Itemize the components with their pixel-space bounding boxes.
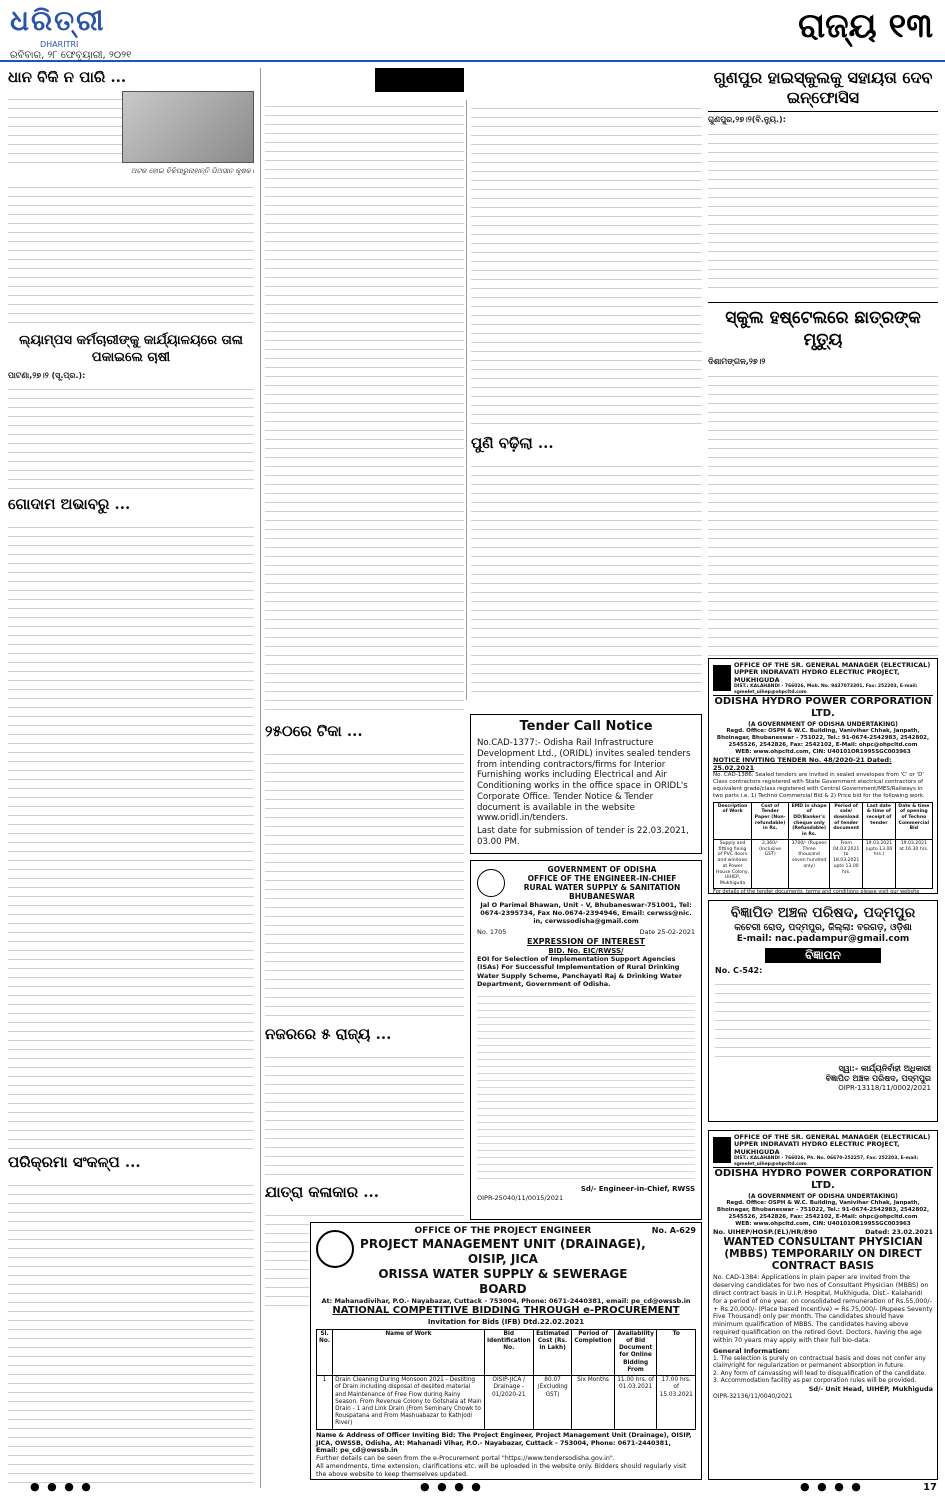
story-body — [471, 458, 702, 700]
ad-web: WEB: www.ohpcltd.com, CIN: U40101OR1995SGC003963 — [735, 748, 911, 755]
story-dateline: ଗୁଣପୁର,୨୭।୨(ବି.ନ୍ୟୁ.): — [708, 115, 786, 124]
ad-header-line: ORISSA WATER SUPPLY & SEWERAGE BOARD — [378, 1267, 628, 1297]
front-page-continuation-banner — [375, 68, 464, 92]
story-headline: ଲ୍ୟାମ୍ପସ କର୍ମଚାରୀଙ୍କୁ କାର୍ଯ୍ୟାଳୟରେ ତାଳା ପକାଇଲେ ଚାଷୀ — [19, 333, 243, 365]
table-header: EMD in shape of DD/Banker's cheque only (Refundable) in Rs. — [789, 802, 830, 839]
ad-header-line: OFFICE OF THE SR. GENERAL MANAGER (ELECTRICAL) — [734, 661, 931, 669]
table-cell: From 04.03.2021 to 18.03.2021 upto 13.00 hrs. — [830, 839, 863, 888]
tender-table — [713, 802, 933, 889]
ad-bid-number: BID. No. EIC/RWSS/ — [548, 946, 624, 955]
ad-title: EXPRESSION OF INTEREST — [526, 936, 646, 946]
ad-web: WEB: www.ohpcltd.com, CIN: U40101OR1995SGC003963 — [735, 1220, 911, 1227]
ad-header-line: OFFICE OF THE ENGINEER-IN-CHIEF — [527, 874, 677, 883]
photo-caption: ଅଟକ ହୋଇ ବିକିପାରୁନାହାନ୍ତି ପିଅସାନ କୃଷକ। — [130, 166, 254, 175]
ad-signature — [316, 1479, 696, 1480]
right-column — [708, 68, 938, 658]
story-dateline: ଦିଶାମଙ୍ଗଳ,୨୭।୨ — [708, 357, 766, 367]
table-header: Last date & time of receipt of tender — [863, 802, 896, 839]
tender-call-notice-ad — [470, 714, 702, 854]
issue-date: ରବିବାର, ୨୮ ଫେବୃୟାରୀ, ୨୦୨୧ — [10, 50, 132, 61]
story-body — [265, 1049, 464, 1179]
table-header: Period of sale/ download of tender document — [830, 802, 863, 839]
ad-signature: Sd/- Engineer-in-Chief, RWSS — [580, 1184, 695, 1193]
story-headline: ଗୋଦାମ ଅଭାବରୁ ... — [8, 495, 131, 514]
story-body — [471, 100, 702, 430]
story-headline: ଯାତ୍ରା କଳାକାର ... — [265, 1183, 379, 1202]
ad-header-line: RURAL WATER SUPPLY & SANITATION — [523, 883, 681, 892]
ohpc-tender-ad — [708, 658, 938, 894]
table-cell: 3700/- (Rupees Three thousand seven hundred only) — [789, 839, 830, 888]
ad-title: ବିଜ୍ଞାପିତ ଅଞ୍ଚଳ ପରିଷଦ, ପଦ୍ମପୁର — [730, 905, 916, 921]
ad-company-sub: (A GOVERNMENT OF ODISHA UNDERTAKING) — [748, 720, 898, 728]
ad-company-sub: (A GOVERNMENT OF ODISHA UNDERTAKING) — [748, 1192, 898, 1200]
ad-ref: OIPR-13118/11/0002/2021 — [838, 1084, 931, 1092]
folio-number: 17 — [923, 1482, 937, 1493]
ad-title: NATIONAL COMPETITIVE BIDDING THROUGH e-PROCUREMENT — [332, 1305, 680, 1317]
ad-signature: Sd/- Unit Head, UIHEP, Mukhiguda — [808, 1384, 933, 1393]
ad-company-name: ODISHA HYDRO POWER CORPORATION LTD. — [714, 695, 932, 720]
masthead — [0, 0, 945, 62]
table-cell: 19.03.2021 at 16.30 hrs. — [895, 839, 932, 888]
table-cell: Drain Cleaning During Monsoon 2021 - Desilting of Drain including disposal of desilted material and Maintenance of Free Flow during Rainy Season. From Revenue Colony to Gotshala at Main Drain - 1 and Link Drain (From Seminary Chowk to Rouspatana and From Mashuabazar to Kathjodi River) — [333, 1376, 485, 1430]
ad-header-line: BHUBANESWAR — [569, 892, 635, 901]
story-body — [8, 381, 254, 491]
newspaper-logo: ଧରିତ୍ରୀ — [10, 4, 106, 37]
ad-body: No. CAD-1384: Applications in plain paper are invited from the deserving candidates for two nos of Consultant Physician (MBBS) on direct contract basis in U.I.P. Hospital, Mukhiguda, Dist.- Kalahandi for a period of one year. on consolidated remuneration of Rs.55,000/- + Rs.20,000/- (Place based Incentive) = Rs.75,000/- (Rupees Seventy Five Thousand) only per month. The candidates should have minimum qualification of MBBS. The candidates having above required qualification on the retired Govt. Doctors, having the age within 70 years may apply with their full bio-data. — [713, 1274, 933, 1344]
ad-regd-office: Regd. Office: OSPH & W.C. Building, Vanivihar Chhak, Janpath, Bhoinagar, Bhubaneswar - 751022, Tel.: 91-0674-2542983, 2542802, 2545526, 2542826, Fax: 2542102, E-Mail: ohpc@ohpcltd.com — [716, 1200, 930, 1220]
ad-email: E-mail: nac.padampur@gmail.com — [736, 933, 910, 944]
column-1 — [8, 68, 254, 1488]
ad-header-line: DIST.: KALAHANDI - 766026, Ph. No. 06670-252257, Fax: 252203, E-mail: sgmelet_uihep@ohpcltd.com — [734, 1156, 919, 1167]
table-header: To — [657, 1329, 696, 1375]
table-header: Cost of Tender Paper (Non-refundable) in Rs. — [752, 802, 789, 839]
story-photo — [122, 91, 254, 163]
page-title: ରାଜ୍ୟ ୧୩ — [798, 6, 933, 46]
ad-company-name: ODISHA HYDRO POWER CORPORATION LTD. — [714, 1167, 932, 1192]
story-headline: ନଜରରେ ୫ ରାଜ୍ୟ ... — [265, 1025, 392, 1044]
story-headline: ୨୫୦ରେ ଟିକା ... — [265, 722, 363, 741]
table-row — [317, 1376, 696, 1430]
story-body — [708, 126, 938, 296]
table-row — [714, 839, 933, 888]
table-header: Name of Work — [333, 1329, 485, 1375]
ad-ref: OIPR-32136/11/0040/2021 — [713, 1393, 793, 1401]
table-cell: OISIP-JICA / Drainage - 01/2020-21 — [484, 1376, 533, 1430]
ad-list-item: 2. Any form of canvassing will lead to disqualification of the candidate. — [713, 1369, 927, 1377]
table-header: Availability of Bid Document for Online Bidding From — [614, 1329, 657, 1375]
ad-footer: Name & Address of Officer Inviting Bid: The Project Engineer, Project Management Unit (Drainage), OISIP, JICA, OWSSB, Odisha, At: Mahanadi Vihar, P.O.- Nayabazar, Cuttack - 753004, Phone: 0671-2440381, — [316, 1431, 692, 1447]
ad-footer: Further details can be seen from the e-Procurement portal "https://www.tendersodisha.gov.in". — [316, 1455, 615, 1463]
logo-subtitle: DHARITRI — [40, 40, 79, 49]
table-cell: 17.00 hrs. of 15.03.2021 — [657, 1376, 696, 1430]
ad-regd-office: Regd. Office: OSPH & W.C. Building, Vanivihar Chhak, Janpath, Bhoinagar, Bhubaneswar - 751022, Tel.: 91-0674-2542983, 2542802, 2545526, 2542826, Fax: 2542102, E-Mail: ohpc@ohpcltd.com — [716, 728, 930, 748]
ohpc-logo-icon — [713, 1137, 731, 1163]
story-dateline: ପାଟଣା,୨୭।୨ (ସୂ.ପ୍ର.): — [8, 370, 86, 380]
ohpc-physician-ad — [708, 1130, 938, 1480]
ad-section-title: General Information: — [713, 1346, 790, 1355]
ad-title: Tender Call Notice — [519, 719, 653, 734]
owssb-logo-icon — [316, 1230, 354, 1268]
ohpc-logo-icon — [713, 665, 731, 691]
eoi-rwss-ad — [470, 860, 702, 1220]
ad-header-line: PROJECT MANAGEMENT UNIT (DRAINAGE), OISIP, JICA — [360, 1237, 646, 1267]
story-body — [265, 746, 464, 1021]
ad-signature: ସ୍ୱା:- କାର୍ଯ୍ୟନିର୍ବାହୀ ଅଧିକାରୀ — [838, 1064, 931, 1073]
ad-body — [715, 976, 931, 1064]
table-cell: 1 — [317, 1376, 333, 1430]
story-headline: ସ୍କୁଲ ହଷ୍ଟେଲରେ ଛାତ୍ରଙ୍କ ମୃତ୍ୟୁ — [708, 302, 938, 352]
ad-body: No.CAD-1377:- Odisha Rail Infrastructure Development Ltd., (ORIDL) invites sealed tenders from intending contractors/firms for Interior Furnishing works including Electrical and Air Conditioning works in the office space in ORIDL's Corporate Office. Tender Notice & Tender document is available in the website www.oridl.in/tenders. — [477, 738, 691, 824]
ad-banner: ବିଜ୍ଞାପନ — [765, 948, 881, 963]
table-cell: Six Months — [572, 1376, 614, 1430]
ad-body: No. CAD-1386: Sealed tenders are invited in sealed envelopes from 'C' or 'D' Class contractors registered with State Government electrical contractors of equivalent grade/class registered with Central Government/MES/Railways in two parts i.e. 1) Techno Commercial Bid & 2) Price bid for the following work. — [713, 772, 925, 799]
story-headline: ପରିକ୍ରମା ସଂକଳ୍ପ ... — [8, 1153, 141, 1172]
column-3 — [466, 100, 702, 700]
padampur-nac-ad — [708, 900, 938, 1122]
ad-body: EOI for Selection of Implementation Support Agencies (ISAs) For Successful Implementation of Rural Drinking Water Supply Scheme, Panchayati Raj & Drinking Water Department, Government of Odisha. — [477, 955, 683, 988]
story-body — [8, 179, 254, 329]
ad-footer: All amendments, time extension, clarifications etc. will be uploaded in the website only. Bidders should regularly visit the above website to keep themselves updated. — [316, 1463, 687, 1478]
ad-list-item: 3. Accommodation facility as per corporation rules will be provided. — [713, 1377, 917, 1385]
table-header: Date & time of opening of Techno Commercial Bid — [895, 802, 932, 839]
odisha-emblem-icon — [477, 869, 505, 897]
ad-date: Dated: 23.02.2021 — [865, 1227, 933, 1236]
ad-footer: Email: pe_cd@owssb.in — [316, 1447, 398, 1455]
ad-address: At: Mahanadivihar, P.O.- Nayabazar, Cuttack - 753004, Phone: 0671-2440381, email: pe_cd@owssb.in — [321, 1297, 691, 1306]
story-headline: ଗୁଣପୁର ହାଇସ୍କୁଲକୁ ସହାୟତା ଦେବ ଇନ୍‌ଫୋସିସ — [708, 68, 938, 112]
ad-subtitle: Invitation for Bids (IFB) Dtd.22.02.2021 — [427, 1317, 585, 1326]
table-cell: Supply and fitting fixing of PVC doors and windows at Power House Colony, UIHEP, Mukhiguda — [714, 839, 752, 888]
ad-number: No. UIHEP/HOSP.(EL)/HR/890 — [713, 1227, 818, 1236]
ad-header-line: UPPER INDRAVATI HYDRO ELECTRIC PROJECT, MUKHIGUDA — [734, 668, 900, 684]
table-cell: 11.00 hrs. of 01.03.2021 — [614, 1376, 657, 1430]
ad-address: କଚେରୀ ରୋଡ୍, ପଦ୍ମପୁର, ଜିଲ୍ଲା: ବରଗଡ଼, ଓଡ଼ିଶା — [734, 922, 912, 933]
table-header: Sl. No. — [317, 1329, 333, 1375]
ad-header-line: OFFICE OF THE SR. GENERAL MANAGER (ELECTRICAL) — [734, 1133, 931, 1141]
ad-address: Jal O Parimal Bhawan, Unit - V, Bhubaneswar-751001, Tel: 0674-2395734, Fax No.0674-2394946, Email: cerwss@nic. in, cerwssodisha@gmail.com — [480, 901, 692, 926]
table-header: Estimated Cost (Rs. in Lakh) — [533, 1329, 571, 1375]
story-body — [8, 1177, 254, 1488]
color-registration-marks: ● ● ● ● — [30, 1480, 93, 1493]
ad-header-line: OFFICE OF THE PROJECT ENGINEER — [414, 1226, 592, 1236]
ad-number: No. 1705 — [477, 928, 507, 937]
table-cell: 2,360/- (Inclusive GST) — [752, 839, 789, 888]
table-cell: 19.03.2021 (upto 13.00 hrs.) — [863, 839, 896, 888]
table-header: Description of Work — [714, 802, 752, 839]
story-headline: ଧାନ ବିକି ନ ପାରି ... — [8, 68, 127, 86]
ad-header-line: UPPER INDRAVATI HYDRO ELECTRIC PROJECT, MUKHIGUDA — [734, 1140, 900, 1156]
ad-fine-print — [477, 990, 695, 1185]
story-body — [708, 368, 938, 658]
ad-footer: For details of the tender documents, terms and conditions please visit our website — [713, 888, 920, 894]
ad-signature: ବିଜ୍ଞାପିତ ଅଞ୍ଚଳ ପରିଷଦ, ପଦ୍ମପୁର — [825, 1074, 931, 1083]
ad-deadline: Last date for submission of tender is 22.03.2021, 03.00 PM. — [477, 826, 689, 847]
ad-number: No. C-542: — [715, 966, 763, 975]
ad-ref: OIPR-25040/11/0015/2021 — [477, 1193, 564, 1202]
color-registration-marks: ● ● ● ● — [800, 1480, 863, 1493]
table-header: Bid Identification No. — [484, 1329, 533, 1375]
table-cell: 80.07 (Excluding GST) — [533, 1376, 571, 1430]
story-body — [8, 519, 254, 1149]
ad-number: No. A-629 — [651, 1226, 696, 1235]
ad-title: WANTED CONSULTANT PHYSICIAN (MBBS) TEMPORARILY ON DIRECT CONTRACT BASIS — [723, 1235, 923, 1272]
ad-header-line: DIST.: KALAHANDI - 766026, Mob. No. 9437073301, Fax: 252203, E-mail: sgmelet_uihep@ohpcltd.com — [734, 684, 918, 695]
ad-date: Date 25-02-2021 — [639, 928, 695, 937]
story-headline: ପୁଣି ବଢ଼ିଲା ... — [471, 434, 554, 452]
ad-notice-title: NOTICE INVITING TENDER No. 48/2020-21 Dated: 25.02.2021 — [713, 755, 892, 772]
ad-header-line: GOVERNMENT OF ODISHA — [547, 865, 657, 874]
story-body — [265, 98, 464, 718]
color-registration-marks: ● ● ● ● — [420, 1480, 483, 1493]
table-header: Period of Completion — [572, 1329, 614, 1375]
ad-signature — [477, 852, 695, 854]
pmu-owssb-ad — [310, 1222, 702, 1480]
ad-list-item: 1. The selection is purely on contractual basis and does not confer any claim/right for regularization or permanent absorption in future. — [713, 1354, 926, 1370]
bid-table — [316, 1329, 696, 1430]
